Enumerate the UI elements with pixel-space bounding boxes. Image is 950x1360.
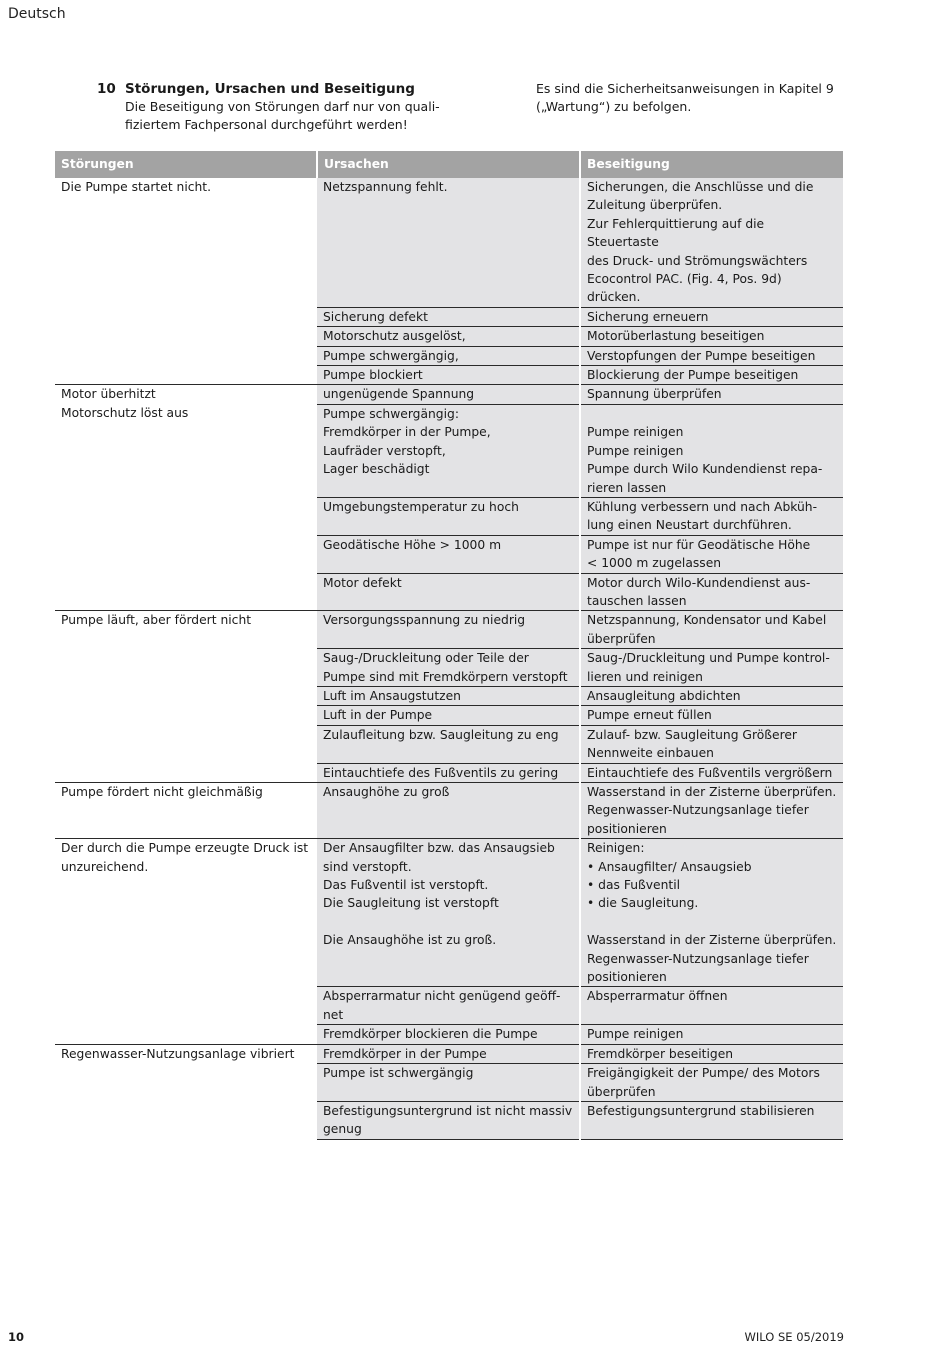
cause-cell: Fremdkörper blockieren die Pumpe — [317, 1025, 580, 1044]
remedy-cell: Pumpe ist nur für Geodätische Höhe < 1000 m zugelassen — [580, 535, 843, 573]
fault-cell: Der durch die Pumpe erzeugte Druck ist unzureichend. — [55, 839, 317, 1044]
remedy-cell: Verstopfungen der Pumpe beseitigen — [580, 346, 843, 365]
remedy-cell: Saug-/Druckleitung und Pumpe kontrol- lieren und reinigen — [580, 649, 843, 687]
remedy-cell: Pumpe reinigen Pumpe reinigen Pumpe durch Wilo Kundendienst repa- rieren lassen — [580, 404, 843, 497]
language-label: Deutsch — [8, 6, 66, 22]
cause-cell: Fremdkörper in der Pumpe — [317, 1044, 580, 1063]
remedy-cell: Spannung überprüfen — [580, 385, 843, 404]
column-header-remedies: Beseitigung — [580, 151, 843, 178]
column-header-faults: Störungen — [55, 151, 317, 178]
fault-cell: Motor überhitzt Motorschutz löst aus — [55, 385, 317, 611]
section-title-text: Störungen, Ursachen und Beseitigung — [125, 81, 415, 97]
section-number: 10 — [97, 81, 116, 97]
table-body — [55, 178, 843, 1139]
section-heading — [97, 80, 457, 134]
fault-cell: Pumpe fördert nicht gleichmäßig — [55, 783, 317, 839]
remedy-cell: Sicherung erneuern — [580, 307, 843, 326]
cause-cell: Befestigungsuntergrund ist nicht massiv genug — [317, 1101, 580, 1139]
table-row — [55, 385, 843, 404]
safety-note: Es sind die Sicherheitsanweisungen in Kapitel 9 („Wartung“) zu befolgen. — [536, 81, 834, 114]
cause-cell: Pumpe ist schwergängig — [317, 1064, 580, 1102]
remedy-cell: Motor durch Wilo-Kundendienst aus- tauschen lassen — [580, 573, 843, 611]
cause-cell: Netzspannung fehlt. — [317, 178, 580, 307]
cause-cell: Absperrarmatur nicht genügend geöff- net — [317, 987, 580, 1025]
fault-cell: Die Pumpe startet nicht. — [55, 178, 317, 385]
remedy-cell: Freigängigkeit der Pumpe/ des Motors überprüfen — [580, 1064, 843, 1102]
remedy-cell: Pumpe reinigen — [580, 1025, 843, 1044]
cause-cell: Pumpe schwergängig, — [317, 346, 580, 365]
cause-cell: Luft in der Pumpe — [317, 706, 580, 725]
remedy-cell: Kühlung verbessern und nach Abküh- lung einen Neustart durchführen. — [580, 497, 843, 535]
cause-cell: Luft im Ansaugstutzen — [317, 686, 580, 705]
table-row — [55, 178, 843, 307]
cause-cell: Umgebungstemperatur zu hoch — [317, 497, 580, 535]
cause-cell: Zulaufleitung bzw. Saugleitung zu eng — [317, 725, 580, 763]
cause-cell: Motor defekt — [317, 573, 580, 611]
remedy-cell: Ansaugleitung abdichten — [580, 686, 843, 705]
table-row — [55, 1044, 843, 1063]
table-row — [55, 783, 843, 839]
remedy-cell: Motorüberlastung beseitigen — [580, 327, 843, 346]
remedy-cell: Reinigen: • Ansaugfilter/ Ansaugsieb • das Fußventil • die Saugleitung. Wasserstand in der Zisterne überprüfen. Regenwasser-Nutzungsanlage tiefer positionieren — [580, 839, 843, 987]
cause-cell: Sicherung defekt — [317, 307, 580, 326]
page-number: 10 — [8, 1330, 25, 1344]
remedy-cell: Pumpe erneut füllen — [580, 706, 843, 725]
cause-cell: Ansaughöhe zu groß — [317, 783, 580, 839]
remedy-cell: Sicherungen, die Anschlüsse und die Zuleitung überprüfen. Zur Fehlerquittierung auf die Steuertaste des Druck- und Strömungswächters Ecocontrol PAC. (Fig. 4, Pos. 9d) drücken. — [580, 178, 843, 307]
table-row — [55, 839, 843, 987]
cause-cell: Pumpe blockiert — [317, 366, 580, 385]
cause-cell: ungenügende Spannung — [317, 385, 580, 404]
cause-cell: Motorschutz ausgelöst, — [317, 327, 580, 346]
section-intro: Die Beseitigung von Störungen darf nur von quali- fiziertem Fachpersonal durchgeführt werden! — [125, 99, 440, 132]
remedy-cell: Fremdkörper beseitigen — [580, 1044, 843, 1063]
cause-cell: Versorgungsspannung zu niedrig — [317, 611, 580, 649]
table-row — [55, 611, 843, 649]
column-header-causes: Ursachen — [317, 151, 580, 178]
cause-cell: Der Ansaugfilter bzw. das Ansaugsieb sind verstopft. Das Fußventil ist verstopft. Die Saugleitung ist verstopft Die Ansaughöhe ist zu groß. — [317, 839, 580, 987]
remedy-cell: Eintauchtiefe des Fußventils vergrößern — [580, 763, 843, 782]
remedy-cell: Wasserstand in der Zisterne überprüfen. Regenwasser-Nutzungsanlage tiefer positionieren — [580, 783, 843, 839]
cause-cell: Saug-/Druckleitung oder Teile der Pumpe sind mit Fremdkörpern verstopft — [317, 649, 580, 687]
cause-cell: Pumpe schwergängig: Fremdkörper in der Pumpe, Laufräder verstopft, Lager beschädigt — [317, 404, 580, 497]
fault-cell: Pumpe läuft, aber fördert nicht — [55, 611, 317, 783]
remedy-cell: Zulauf- bzw. Saugleitung Größerer Nennweite einbauen — [580, 725, 843, 763]
remedy-cell: Netzspannung, Kondensator und Kabel überprüfen — [580, 611, 843, 649]
fault-cell: Regenwasser-Nutzungsanlage vibriert — [55, 1044, 317, 1139]
remedy-cell: Absperrarmatur öffnen — [580, 987, 843, 1025]
cause-cell: Geodätische Höhe > 1000 m — [317, 535, 580, 573]
cause-cell: Eintauchtiefe des Fußventils zu gering — [317, 763, 580, 782]
remedy-cell: Befestigungsuntergrund stabilisieren — [580, 1101, 843, 1139]
section-title — [97, 80, 457, 98]
table-header-row — [55, 151, 843, 178]
troubleshooting-table — [55, 151, 843, 1140]
remedy-cell: Blockierung der Pumpe beseitigen — [580, 366, 843, 385]
publisher-info: WILO SE 05/2019 — [744, 1330, 844, 1344]
